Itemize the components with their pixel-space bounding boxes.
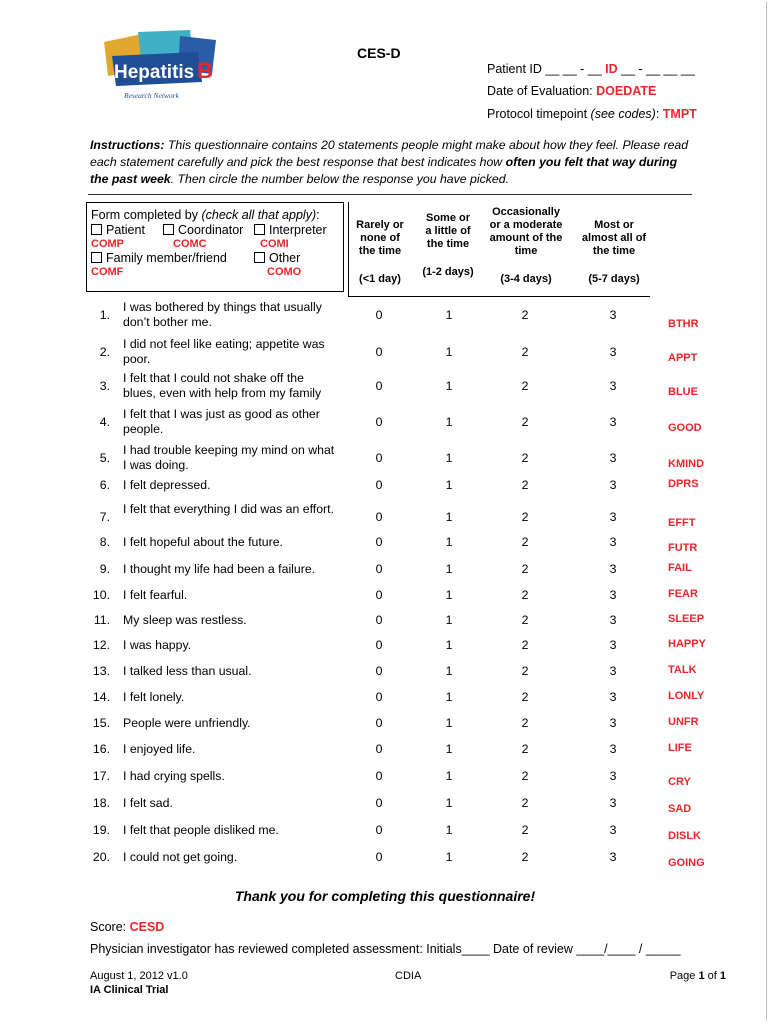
col-line: time (514, 245, 538, 257)
response-option-2[interactable]: 2 (521, 451, 529, 465)
form-completed-label (91, 208, 320, 222)
logo-subtitle: Research Network (124, 91, 179, 100)
item-code: GOOD (668, 422, 702, 434)
date-label: Date of Evaluation: (487, 84, 597, 98)
col-line: the time (592, 245, 636, 257)
response-option-0[interactable]: 0 (375, 690, 383, 704)
form-completed-by-box (86, 202, 344, 292)
logo-letter: B (197, 58, 213, 83)
response-option-3[interactable]: 3 (609, 850, 617, 864)
footer-trial: IA Clinical Trial (90, 984, 169, 996)
date-code: DOEDATE (596, 84, 657, 98)
response-option-1[interactable]: 1 (445, 664, 453, 678)
comi-code: COMI (260, 238, 289, 250)
response-option-1[interactable]: 1 (445, 716, 453, 730)
response-option-3[interactable]: 3 (609, 345, 617, 359)
response-option-2[interactable]: 2 (521, 379, 529, 393)
patient-id-field (487, 62, 695, 76)
response-option-1[interactable]: 1 (445, 742, 453, 756)
item-statement: I was happy. (123, 638, 192, 652)
item-number: 7. (99, 510, 110, 524)
response-option-3[interactable]: 3 (609, 588, 617, 602)
item-statement: I had crying spells. (123, 769, 225, 783)
response-option-2[interactable]: 2 (521, 345, 529, 359)
item-number: 20. (92, 850, 110, 864)
item-statement: I felt sad. (123, 796, 173, 810)
item-statement: I felt fearful. (123, 588, 188, 602)
item-code: HAPPY (668, 638, 706, 650)
response-option-0[interactable]: 0 (375, 769, 383, 783)
item-code: FUTR (668, 542, 698, 554)
column-header-most (574, 219, 654, 258)
col-line: amount of the (489, 232, 563, 244)
response-option-1[interactable]: 1 (445, 638, 453, 652)
item-number: 17. (92, 769, 110, 783)
response-option-1[interactable]: 1 (445, 510, 453, 524)
item-number: 11. (93, 613, 110, 627)
response-option-0[interactable]: 0 (375, 535, 383, 549)
form-label-italic: (check all that apply) (201, 208, 317, 222)
interpreter-checkbox[interactable] (254, 223, 327, 237)
item-number: 9. (99, 562, 110, 576)
protocol-see-codes: (see codes) (590, 107, 656, 121)
response-option-2[interactable]: 2 (521, 690, 529, 704)
response-option-0[interactable]: 0 (375, 562, 383, 576)
response-option-0[interactable]: 0 (375, 308, 383, 322)
response-option-2[interactable]: 2 (521, 742, 529, 756)
patient-checkbox[interactable] (91, 223, 145, 237)
item-statement: I was bothered by things that usually don’t bother me. (123, 300, 322, 329)
protocol-label: Protocol timepoint (487, 107, 591, 121)
date-of-evaluation-field (487, 84, 656, 98)
response-option-2[interactable]: 2 (521, 664, 529, 678)
item-statement: I had trouble keeping my mind on what I was doing. (123, 443, 335, 472)
instructions-text: This questionnaire contains 20 statements people might make about how they feel. Please read each statement carefully and pick the best response that best indicates how (90, 138, 689, 169)
patient-checkbox-label: Patient (106, 223, 145, 237)
item-statement: I felt that I could not shake off the blues, even with help from my family (123, 371, 322, 400)
item-statement: I felt depressed. (123, 478, 211, 492)
item-statement: I felt that I was just as good as other people. (123, 407, 320, 436)
response-option-0[interactable]: 0 (375, 796, 383, 810)
col-line: Rarely or (356, 219, 404, 231)
como-code: COMO (267, 266, 302, 278)
logo-text: Hepatitis (114, 62, 195, 83)
checkbox-icon[interactable] (163, 224, 174, 235)
item-code: CRY (668, 776, 691, 788)
item-number: 18. (92, 796, 110, 810)
other-checkbox-label: Other (269, 251, 301, 265)
item-statement: My sleep was restless. (123, 613, 247, 627)
item-statement: I thought my life had been a failure. (123, 562, 316, 576)
response-option-3[interactable]: 3 (609, 769, 617, 783)
response-option-0[interactable]: 0 (375, 345, 383, 359)
response-option-2[interactable]: 2 (521, 415, 529, 429)
item-code: UNFR (668, 716, 699, 728)
item-code: DISLK (668, 830, 701, 842)
item-number: 8. (99, 535, 110, 549)
column-header-some (414, 212, 482, 251)
family-checkbox-label: Family member/friend (106, 251, 227, 265)
footer-date-version: August 1, 2012 v1.0 (90, 970, 188, 982)
response-option-1[interactable]: 1 (445, 690, 453, 704)
col-line: Most or (594, 219, 634, 231)
page-of: of (704, 970, 720, 982)
response-option-3[interactable]: 3 (609, 796, 617, 810)
response-option-2[interactable]: 2 (521, 478, 529, 492)
col-line: or a moderate (489, 219, 563, 231)
response-option-2[interactable]: 2 (521, 588, 529, 602)
instructions-emphasis: often you felt that way during the past week (90, 155, 678, 186)
checkbox-icon[interactable] (91, 224, 102, 235)
response-option-2[interactable]: 2 (521, 638, 529, 652)
response-option-2[interactable]: 2 (521, 796, 529, 810)
item-code: TALK (668, 664, 697, 676)
checkbox-icon[interactable] (254, 252, 265, 263)
response-option-2[interactable]: 2 (521, 823, 529, 837)
response-option-3[interactable]: 3 (609, 510, 617, 524)
instructions-lead: Instructions: (90, 138, 165, 152)
col-line: the time (358, 245, 402, 257)
item-number: 14. (92, 690, 110, 704)
response-option-0[interactable]: 0 (375, 379, 383, 393)
response-option-1[interactable]: 1 (445, 769, 453, 783)
physician-review-line: Physician investigator has reviewed completed assessment: Initials____ Date of review ____/____ / _____ (90, 942, 681, 956)
response-option-1[interactable]: 1 (445, 796, 453, 810)
response-option-0[interactable]: 0 (375, 451, 383, 465)
patient-id-tail: __ - __ __ __ (617, 62, 695, 76)
col-line: the time (426, 238, 470, 250)
response-option-3[interactable]: 3 (609, 664, 617, 678)
item-number: 2. (99, 345, 110, 359)
response-option-2[interactable]: 2 (521, 716, 529, 730)
response-option-0[interactable]: 0 (375, 638, 383, 652)
item-statement: I felt that people disliked me. (123, 823, 279, 837)
response-option-3[interactable]: 3 (609, 415, 617, 429)
item-code: GOING (668, 857, 705, 869)
response-option-1[interactable]: 1 (445, 535, 453, 549)
response-option-2[interactable]: 2 (521, 562, 529, 576)
other-checkbox[interactable] (254, 251, 300, 265)
column-sub-rarely: (<1 day) (359, 273, 401, 285)
response-option-3[interactable]: 3 (609, 535, 617, 549)
response-option-0[interactable]: 0 (375, 588, 383, 602)
footer-page-number (662, 970, 726, 982)
checkbox-icon[interactable] (254, 224, 265, 235)
checkbox-icon[interactable] (91, 252, 102, 263)
item-code: KMIND (668, 458, 705, 470)
item-statement: I felt that everything I did was an effort. (123, 502, 334, 516)
item-code: SLEEP (668, 613, 705, 625)
response-option-1[interactable]: 1 (445, 379, 453, 393)
response-option-1[interactable]: 1 (445, 345, 453, 359)
form-label-colon: : (316, 208, 320, 222)
footer-center: CDIA (395, 970, 422, 982)
patient-id-code: ID (605, 62, 618, 76)
response-option-1[interactable]: 1 (445, 588, 453, 602)
col-line: almost all of (581, 232, 647, 244)
instructions (90, 137, 690, 188)
response-option-0[interactable]: 0 (375, 716, 383, 730)
item-statement: I enjoyed life. (123, 742, 196, 756)
response-option-1[interactable]: 1 (445, 308, 453, 322)
response-option-1[interactable]: 1 (445, 850, 453, 864)
response-option-2[interactable]: 2 (521, 510, 529, 524)
response-option-3[interactable]: 3 (609, 379, 617, 393)
item-code: APPT (668, 352, 698, 364)
page-title: CES-D (357, 45, 401, 61)
item-code: LIFE (668, 742, 692, 754)
protocol-colon: : (655, 107, 663, 121)
response-option-0[interactable]: 0 (375, 742, 383, 756)
response-option-3[interactable]: 3 (609, 613, 617, 627)
col-line: none of (360, 232, 400, 244)
response-option-0[interactable]: 0 (375, 613, 383, 627)
column-header-occasionally (482, 206, 570, 258)
column-sub-occasionally: (3-4 days) (500, 273, 552, 285)
page-total: 1 (719, 970, 726, 982)
page-num: 1 (698, 970, 705, 982)
form-label-text: Form completed by (91, 208, 202, 222)
response-option-1[interactable]: 1 (445, 562, 453, 576)
response-option-3[interactable]: 3 (609, 478, 617, 492)
item-number: 3. (99, 379, 110, 393)
item-code: BLUE (668, 386, 698, 398)
response-option-2[interactable]: 2 (521, 535, 529, 549)
score-label: Score: (90, 920, 130, 934)
response-option-2[interactable]: 2 (521, 769, 529, 783)
response-option-1[interactable]: 1 (445, 451, 453, 465)
response-option-0[interactable]: 0 (375, 664, 383, 678)
response-option-0[interactable]: 0 (375, 510, 383, 524)
item-number: 12. (92, 638, 110, 652)
instructions-text-end: . Then circle the number below the response you have picked. (170, 172, 510, 186)
item-code: EFFT (668, 517, 696, 529)
response-option-1[interactable]: 1 (445, 613, 453, 627)
response-option-1[interactable]: 1 (445, 478, 453, 492)
response-option-1[interactable]: 1 (445, 823, 453, 837)
response-option-3[interactable]: 3 (609, 716, 617, 730)
item-statement: I talked less than usual. (123, 664, 252, 678)
response-option-3[interactable]: 3 (609, 308, 617, 322)
item-code: DPRS (668, 478, 699, 490)
response-option-3[interactable]: 3 (609, 638, 617, 652)
protocol-timepoint-field (487, 107, 697, 121)
family-checkbox[interactable] (91, 251, 227, 265)
page-prefix: Page (669, 970, 699, 982)
response-option-3[interactable]: 3 (609, 562, 617, 576)
response-option-3[interactable]: 3 (609, 823, 617, 837)
response-option-2[interactable]: 2 (521, 308, 529, 322)
comc-code: COMC (173, 238, 207, 250)
item-number: 16. (92, 742, 110, 756)
logo-graphic (98, 30, 223, 102)
coordinator-checkbox[interactable] (163, 223, 243, 237)
item-code: LONLY (668, 690, 705, 702)
item-number: 13. (92, 664, 110, 678)
item-statement: I felt hopeful about the future. (123, 535, 283, 549)
response-option-3[interactable]: 3 (609, 742, 617, 756)
response-option-2[interactable]: 2 (521, 850, 529, 864)
column-header-rarely (348, 219, 412, 258)
protocol-code: TMPT (662, 107, 697, 121)
response-option-1[interactable]: 1 (445, 415, 453, 429)
response-option-2[interactable]: 2 (521, 613, 529, 627)
col-line: Some or (425, 212, 470, 224)
column-sub-some: (1-2 days) (422, 266, 474, 278)
item-number: 6. (99, 478, 110, 492)
item-code: BTHR (668, 318, 699, 330)
item-number: 19. (92, 823, 110, 837)
comf-code: COMF (91, 266, 124, 278)
response-option-0[interactable]: 0 (375, 415, 383, 429)
response-option-3[interactable]: 3 (609, 451, 617, 465)
item-statement: People were unfriendly. (123, 716, 251, 730)
item-code: FAIL (668, 562, 692, 574)
hepatitis-b-logo (98, 30, 223, 102)
response-option-3[interactable]: 3 (609, 690, 617, 704)
interpreter-checkbox-label: Interpreter (269, 223, 327, 237)
score-code: CESD (129, 920, 165, 934)
score-field (90, 920, 164, 934)
item-statement: I felt lonely. (123, 690, 185, 704)
coordinator-checkbox-label: Coordinator (178, 223, 244, 237)
header-horizontal-rule (348, 296, 650, 297)
item-number: 15. (92, 716, 110, 730)
item-number: 4. (99, 415, 110, 429)
item-statement: I could not get going. (123, 850, 238, 864)
response-option-0[interactable]: 0 (375, 850, 383, 864)
divider (88, 194, 692, 195)
response-option-0[interactable]: 0 (375, 478, 383, 492)
comp-code: COMP (91, 238, 124, 250)
col-line: Occasionally (492, 206, 560, 218)
item-statement: I did not feel like eating; appetite was poor. (123, 337, 325, 366)
item-code: SAD (668, 803, 692, 815)
response-option-0[interactable]: 0 (375, 823, 383, 837)
patient-id-label: Patient ID __ __ - __ (487, 62, 606, 76)
column-sub-most: (5-7 days) (588, 273, 640, 285)
item-number: 1. (99, 308, 110, 322)
col-line: a little of (425, 225, 471, 237)
thank-you-message: Thank you for completing this questionnaire! (234, 888, 536, 904)
item-number: 5. (99, 451, 110, 465)
item-code: FEAR (668, 588, 698, 600)
item-number: 10. (92, 588, 110, 602)
